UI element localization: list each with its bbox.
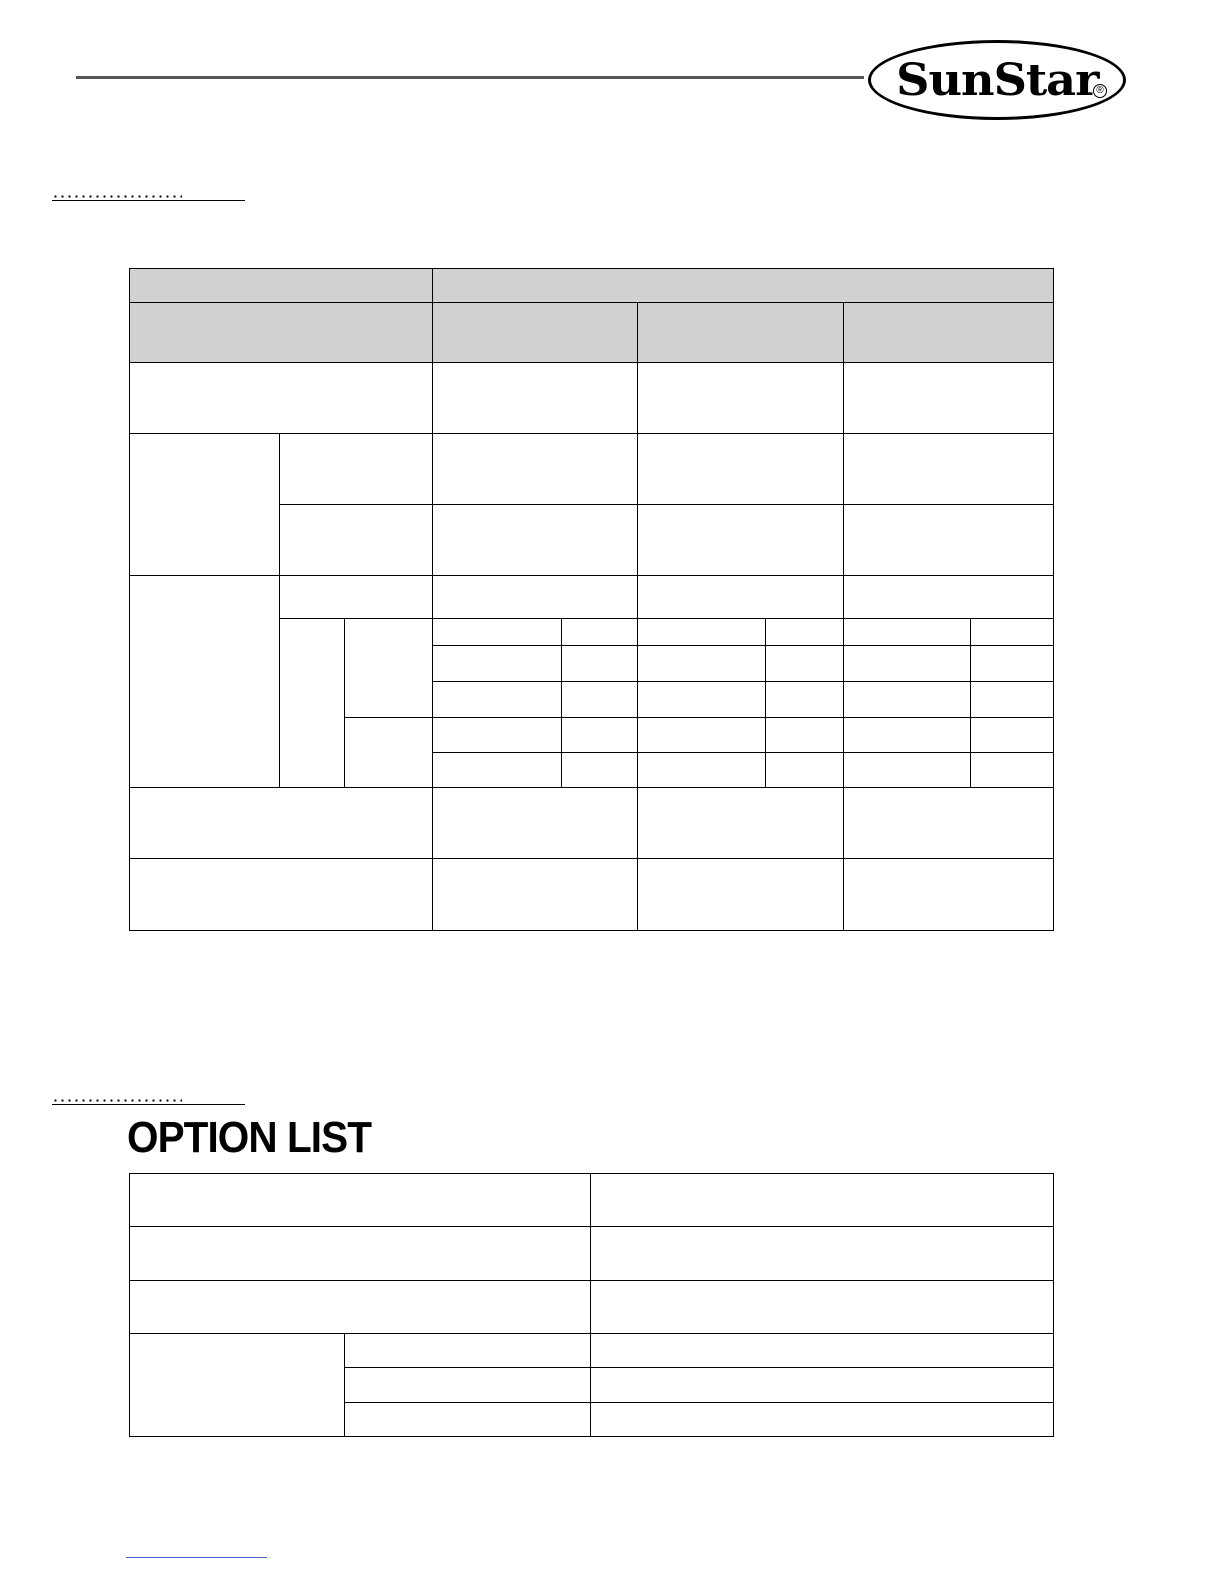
table-cell bbox=[130, 1227, 591, 1281]
header-cell bbox=[130, 303, 433, 363]
table-cell bbox=[844, 505, 1054, 576]
table-cell bbox=[844, 682, 971, 718]
table-cell bbox=[344, 619, 432, 718]
header-cell bbox=[638, 303, 844, 363]
dotted-leader bbox=[52, 1099, 182, 1102]
table-row bbox=[130, 859, 1054, 931]
table-cell bbox=[638, 646, 766, 682]
table-cell bbox=[971, 753, 1054, 788]
table-cell bbox=[279, 434, 432, 505]
table-cell bbox=[432, 576, 638, 619]
table-cell bbox=[971, 619, 1054, 646]
table-cell bbox=[562, 646, 638, 682]
table-cell bbox=[638, 859, 844, 931]
table-cell bbox=[130, 1334, 345, 1437]
table-cell bbox=[844, 363, 1054, 434]
header-cell bbox=[130, 269, 433, 303]
table-cell bbox=[130, 1281, 591, 1334]
table-cell bbox=[638, 576, 844, 619]
table-cell bbox=[766, 682, 844, 718]
table-cell bbox=[432, 505, 638, 576]
table-cell bbox=[562, 753, 638, 788]
table-cell bbox=[844, 753, 971, 788]
table-cell bbox=[766, 753, 844, 788]
table-cell bbox=[562, 718, 638, 753]
table-cell bbox=[344, 718, 432, 788]
table-row bbox=[130, 363, 1054, 434]
table-cell bbox=[638, 619, 766, 646]
table-cell bbox=[971, 682, 1054, 718]
table-row bbox=[130, 788, 1054, 859]
header-cell bbox=[432, 303, 638, 363]
table-cell bbox=[130, 1174, 591, 1227]
table-cell bbox=[130, 788, 433, 859]
table-cell bbox=[844, 646, 971, 682]
table-cell bbox=[638, 788, 844, 859]
table-cell bbox=[591, 1368, 1054, 1403]
table-cell bbox=[971, 718, 1054, 753]
table-cell bbox=[638, 682, 766, 718]
section-marker-specifications bbox=[52, 190, 245, 201]
option-list-table bbox=[129, 1173, 1054, 1437]
table-cell bbox=[432, 859, 638, 931]
header-rule bbox=[76, 76, 864, 79]
header-cell bbox=[844, 303, 1054, 363]
table-cell bbox=[130, 434, 280, 576]
table-cell bbox=[344, 1368, 591, 1403]
logo-text: SunStar bbox=[895, 54, 1099, 106]
table-cell bbox=[591, 1174, 1054, 1227]
table-cell bbox=[279, 576, 432, 619]
table-cell bbox=[638, 505, 844, 576]
table-cell bbox=[279, 619, 344, 788]
table-cell bbox=[844, 434, 1054, 505]
section-title-option-list: OPTION LIST bbox=[127, 1113, 372, 1162]
table-row bbox=[130, 303, 1054, 363]
table-cell bbox=[766, 718, 844, 753]
section-marker-options bbox=[52, 1094, 245, 1105]
table-cell bbox=[844, 576, 1054, 619]
table-cell bbox=[562, 619, 638, 646]
table-cell bbox=[432, 363, 638, 434]
table-cell bbox=[432, 718, 562, 753]
table-cell bbox=[432, 646, 562, 682]
table-cell bbox=[591, 1334, 1054, 1368]
table-cell bbox=[766, 646, 844, 682]
table-cell bbox=[130, 859, 433, 931]
table-cell bbox=[591, 1227, 1054, 1281]
table-cell bbox=[591, 1403, 1054, 1437]
registered-mark: ® bbox=[1093, 84, 1107, 98]
table-cell bbox=[591, 1281, 1054, 1334]
table-cell bbox=[844, 788, 1054, 859]
header-cell bbox=[432, 269, 1053, 303]
table-cell bbox=[130, 576, 280, 788]
table-cell bbox=[844, 619, 971, 646]
table-cell bbox=[344, 1334, 591, 1368]
table-row bbox=[130, 269, 1054, 303]
table-row bbox=[130, 1281, 1054, 1334]
table-cell bbox=[638, 718, 766, 753]
table-row bbox=[130, 1227, 1054, 1281]
table-cell bbox=[766, 619, 844, 646]
table-row bbox=[130, 1334, 1054, 1368]
table-cell bbox=[432, 434, 638, 505]
table-cell bbox=[971, 646, 1054, 682]
table-cell bbox=[638, 363, 844, 434]
table-cell bbox=[638, 753, 766, 788]
table-row bbox=[130, 1174, 1054, 1227]
table-cell bbox=[638, 434, 844, 505]
footer-link-underline[interactable] bbox=[126, 1557, 267, 1558]
table-cell bbox=[844, 718, 971, 753]
table-cell bbox=[844, 859, 1054, 931]
table-cell bbox=[432, 753, 562, 788]
table-cell bbox=[562, 682, 638, 718]
specification-table bbox=[129, 268, 1054, 931]
table-row bbox=[130, 434, 1054, 505]
table-row bbox=[130, 576, 1054, 619]
table-cell bbox=[432, 619, 562, 646]
table-cell bbox=[344, 1403, 591, 1437]
table-cell bbox=[279, 505, 432, 576]
dotted-leader bbox=[52, 195, 182, 198]
table-cell bbox=[130, 363, 433, 434]
table-cell bbox=[432, 682, 562, 718]
sunstar-logo bbox=[868, 40, 1126, 120]
table-cell bbox=[432, 788, 638, 859]
